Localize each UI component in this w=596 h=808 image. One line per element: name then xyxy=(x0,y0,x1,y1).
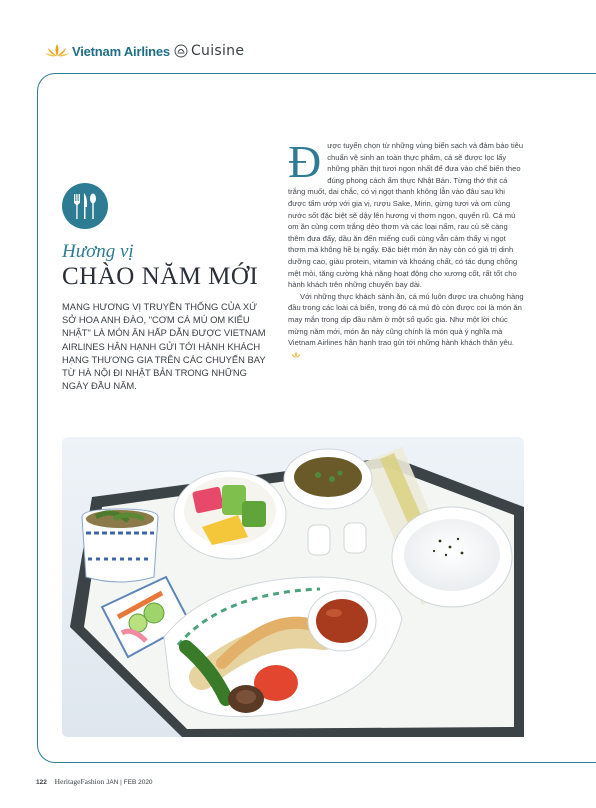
article-body xyxy=(288,136,524,360)
lotus-logo-icon xyxy=(44,42,70,60)
article-title: CHÀO NĂM MỚI xyxy=(62,263,259,290)
magazine-name: HeritageFashion xyxy=(54,777,105,786)
page-footer xyxy=(36,777,153,786)
section-name: Cuisine xyxy=(190,43,245,59)
article-lede: MANG HƯƠNG VỊ TRUYỀN THỐNG CỦA XỨ SỞ HOA ANH ĐÀO, "CƠM CÁ MÚ OM KIỂU NHẬT" LÀ MÓN ĂN HẤP DẪN ĐƯỢC VIETNAM AIRLINES HÂN HẠNH GỬI TỚI HÀNH KHÁCH HẠNG THƯƠNG GIA TRÊN CÁC CHUYẾN BAY TỪ HÀ NỘI ĐI NHẬT BẢN TRONG NHỮNG NGÀY ĐẦU NĂM. xyxy=(62,301,266,392)
lotus-end-mark-icon xyxy=(291,351,301,358)
page-number: 122 xyxy=(36,779,47,786)
body-paragraph-2 xyxy=(288,291,524,361)
issue-date: JAN | FEB 2020 xyxy=(106,779,153,786)
cuisine-badge-icon xyxy=(174,44,188,58)
brand-name: Vietnam Airlines xyxy=(72,43,170,59)
article-subtitle: Hương vị xyxy=(62,241,134,262)
body-paragraph-2-text: Với những thực khách sành ăn, cá mú luôn được ưa chuộng hàng đầu trong các loài cá biển, trong đó cá mú đỏ còn được coi là món ăn may mắn trong dịp đầu năm ở một số quốc gia. Như một lời chúc mừng năm mới, món ăn này cũng chính là món quà ý nghĩa mà Vietnam Airlines hân hạnh trao gửi tới những hành khách thân yêu. xyxy=(288,291,524,348)
body-paragraph-1: ược tuyển chọn từ những vùng biển sạch và đảm bảo tiêu chuẩn vệ sinh an toàn thực phẩm, cá sẽ được lọc lấy những phần thịt tươi ngon nhất để đưa vào chế biến theo đúng phong cách ẩm thực Nhật Bản. Từng thớ thịt cá trắng muốt, dai chắc, có vị ngọt thanh không lẫn vào đâu sau khi được tẩm ướp với gia vị, rượu Sake, Mirin, gừng tươi và om cùng nước sốt đặc biệt sẽ dậy lên hương vị thơm ngon, quyến rũ. Cá mú om ăn cùng cơm trắng dẻo thơm và các loại nấm, rau củ sẽ càng thêm đưa đẩy, dầu ăn đến miếng cuối cùng vẫn cảm thấy vị ngọt thơm mà không hề bị ngấy. Đặc biệt món ăn này còn có giá trị dinh dưỡng cao, giàu protein, vitamin và khoáng chất, có tác dụng chống mệt mỏi, tăng cường khả năng hoạt động cho xương cốt, rất tốt cho hành khách trên những chuyến bay dài. xyxy=(288,141,524,290)
drop-cap: Đ xyxy=(288,136,322,187)
fork-knife-spoon-icon xyxy=(62,183,108,229)
page-header xyxy=(44,40,244,62)
meal-tray-photo xyxy=(62,437,524,737)
